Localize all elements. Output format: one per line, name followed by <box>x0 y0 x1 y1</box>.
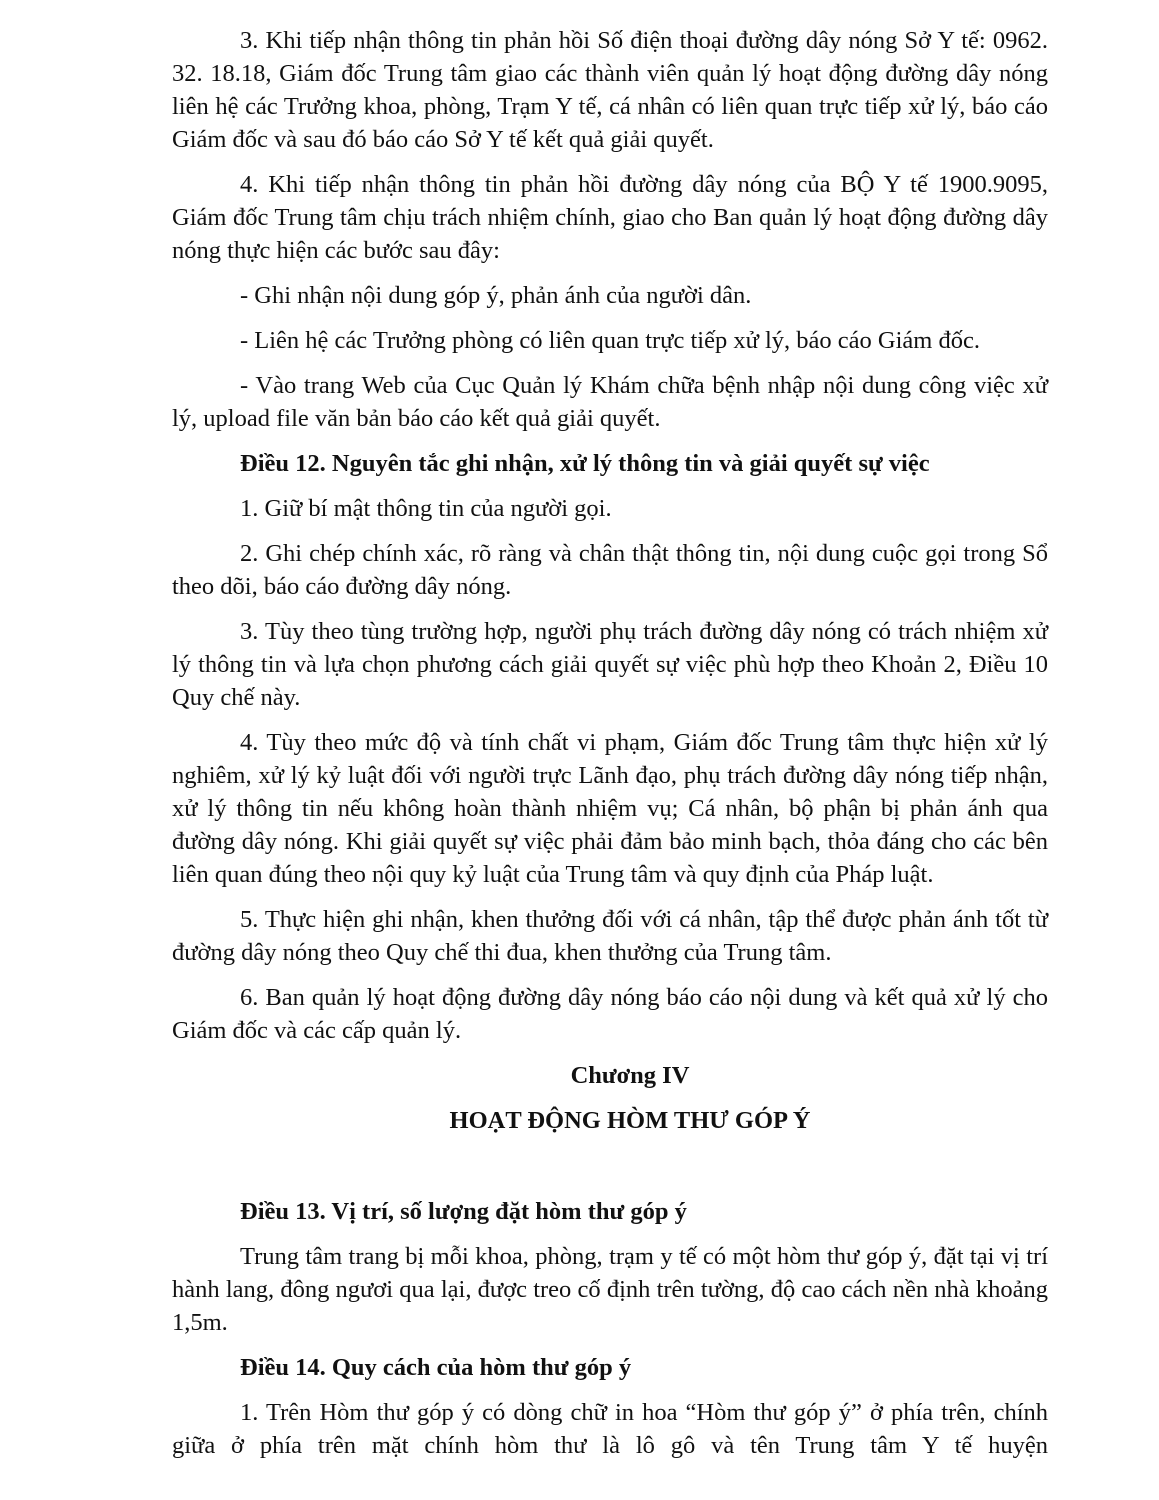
article-14-heading: Điều 14. Quy cách của hòm thư góp ý <box>240 1354 632 1381</box>
chapter-title: HOẠT ĐỘNG HÒM THƯ GÓP Ý <box>449 1107 811 1134</box>
paragraph-step-record: - Ghi nhận nội dung góp ý, phản ánh của người dân. <box>240 282 752 309</box>
paragraph-12-2: 2. Ghi chép chính xác, rõ ràng và chân thật thông tin, nội dung cuộc gọi trong Sổ theo dõi, báo cáo đường dây nóng. <box>172 540 1048 600</box>
paragraph-14-1: 1. Trên Hòm thư góp ý có dòng chữ in hoa “Hòm thư góp ý” ở phía trên, chính giữa ở phía trên mặt chính hòm thư là lô gô và tên Trung tâm Y tế huyện <box>172 1399 1048 1459</box>
paragraph-step-contact: - Liên hệ các Trưởng phòng có liên quan trực tiếp xử lý, báo cáo Giám đốc. <box>240 327 980 354</box>
article-13-heading: Điều 13. Vị trí, số lượng đặt hòm thư góp ý <box>240 1198 687 1225</box>
paragraph-12-3: 3. Tùy theo tùng trường hợp, người phụ trách đường dây nóng có trách nhiệm xử lý thông tin và lựa chọn phương cách giải quyết sự việc phù hợp theo Khoản 2, Điều 10 Quy chế này. <box>172 618 1048 711</box>
paragraph-step-upload: - Vào trang Web của Cục Quản lý Khám chữa bệnh nhập nội dung công việc xử lý, upload file văn bản báo cáo kết quả giải quyết. <box>172 372 1048 432</box>
document-page <box>172 24 1048 1474</box>
paragraph-12-5: 5. Thực hiện ghi nhận, khen thưởng đối với cá nhân, tập thể được phản ánh tốt từ đường dây nóng theo Quy chế thi đua, khen thưởng của Trung tâm. <box>172 906 1048 966</box>
paragraph-12-1: 1. Giữ bí mật thông tin của người gọi. <box>240 495 612 522</box>
article-12-heading: Điều 12. Nguyên tắc ghi nhận, xử lý thông tin và giải quyết sự việc <box>240 450 930 477</box>
paragraph-13-body: Trung tâm trang bị mỗi khoa, phòng, trạm y tế có một hòm thư góp ý, đặt tại vị trí hành lang, đông ngươi qua lại, được treo cố định trên tường, độ cao cách nền nhà khoảng 1,5m. <box>172 1243 1048 1336</box>
paragraph-item-3-hotline-department: 3. Khi tiếp nhận thông tin phản hồi Số điện thoại đường dây nóng Sở Y tế: 0962. 32. 18.18, Giám đốc Trung tâm giao các thành viên quản lý hoạt động đường dây nóng liên hệ các Trưởng khoa, phòng, Trạm Y tế, cá nhân có liên quan trực tiếp xử lý, báo cáo Giám đốc và sau đó báo cáo Sở Y tế kết quả giải quyết. <box>172 27 1048 153</box>
paragraph-12-6: 6. Ban quản lý hoạt động đường dây nóng báo cáo nội dung và kết quả xử lý cho Giám đốc và các cấp quản lý. <box>172 984 1048 1044</box>
paragraph-12-4: 4. Tùy theo mức độ và tính chất vi phạm, Giám đốc Trung tâm thực hiện xử lý nghiêm, xử lý kỷ luật đối với người trực Lãnh đạo, phụ trách đường dây nóng tiếp nhận, xử lý thông tin nếu không hoàn thành nhiệm vụ; Cá nhân, bộ phận bị phản ánh qua đường dây nóng. Khi giải quyết sự việc phải đảm bảo minh bạch, thỏa đáng cho các bên liên quan đúng theo nội quy kỷ luật của Trung tâm và quy định của Pháp luật. <box>172 729 1048 888</box>
chapter-label: Chương IV <box>570 1062 690 1089</box>
paragraph-item-4-hotline-ministry: 4. Khi tiếp nhận thông tin phản hồi đường dây nóng của BỘ Y tế 1900.9095, Giám đốc Trung tâm chịu trách nhiệm chính, giao cho Ban quản lý hoạt động đường dây nóng thực hiện các bước sau đây: <box>172 171 1048 264</box>
